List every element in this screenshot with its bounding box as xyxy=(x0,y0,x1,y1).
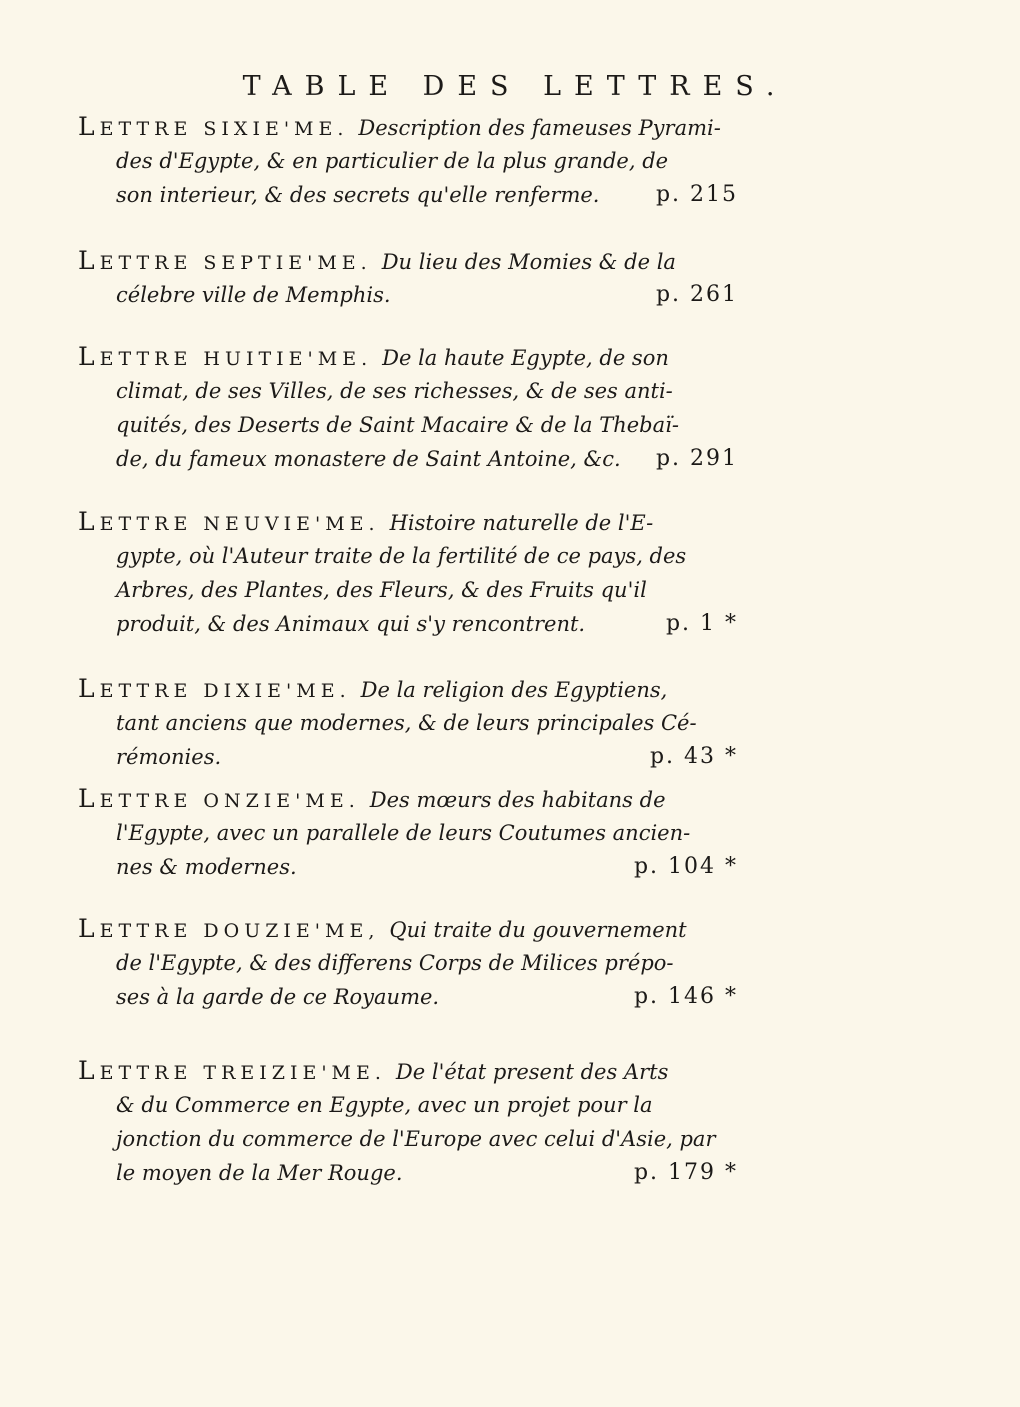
entry-line xyxy=(78,672,738,706)
letter-entry xyxy=(78,340,738,476)
description-text: & du Commerce en Egypte, avec un projet pour la xyxy=(116,1093,653,1117)
description-text: Histoire naturelle de l'E- xyxy=(389,511,654,535)
description-text: de l'Egypte, & des differens Corps de Milices prépo- xyxy=(116,951,674,975)
letter-entry xyxy=(78,912,738,1014)
letter-heading xyxy=(78,246,372,275)
entry-line xyxy=(78,740,738,774)
entry-line xyxy=(78,178,738,212)
heading-rest: ETTRE DOUZIE'ME, xyxy=(99,920,380,942)
description-text: Arbres, des Plantes, des Fleurs, & des Fruits qu'il xyxy=(116,578,647,602)
description-text: Du lieu des Momies & de la xyxy=(381,250,676,274)
entry-line xyxy=(78,706,738,740)
entry-line xyxy=(78,278,738,312)
letter-heading xyxy=(78,784,360,813)
description-text: son interieur, & des secrets qu'elle renferme. xyxy=(116,183,600,207)
description-text: Des mœurs des habitans de xyxy=(369,788,666,812)
heading-rest: ETTRE ONZIE'ME. xyxy=(99,790,360,812)
description-text: produit, & des Animaux qui s'y rencontrent. xyxy=(116,612,586,636)
letter-entry xyxy=(78,244,738,312)
heading-initial: L xyxy=(78,784,100,813)
entry-line xyxy=(78,946,738,980)
heading-initial: L xyxy=(78,914,100,943)
entry-line xyxy=(78,110,738,144)
page-reference: p. 291 xyxy=(655,446,738,471)
letter-entry xyxy=(78,110,738,212)
entry-line xyxy=(78,1054,738,1088)
letter-entry xyxy=(78,1054,738,1190)
entry-line xyxy=(78,442,738,476)
page-reference: p. 261 xyxy=(655,282,738,307)
entry-line xyxy=(78,573,738,607)
description-text: tant anciens que modernes, & de leurs principales Cé- xyxy=(116,711,697,735)
page-reference: p. 43 * xyxy=(649,744,738,769)
entry-line xyxy=(78,539,738,573)
description-text: des d'Egypte, & en particulier de la plus grande, de xyxy=(116,149,669,173)
description-text: Description des fameuses Pyrami- xyxy=(358,116,721,140)
entry-line xyxy=(78,816,738,850)
description-text: De la haute Egypte, de son xyxy=(382,346,669,370)
heading-initial: L xyxy=(78,112,100,141)
page-reference: p. 215 xyxy=(655,182,738,207)
entry-line xyxy=(78,980,738,1014)
page-reference: p. 1 * xyxy=(665,611,738,636)
description-text: jonction du commerce de l'Europe avec celui d'Asie, par xyxy=(116,1127,716,1151)
entry-line xyxy=(78,340,738,374)
entry-line xyxy=(78,850,738,884)
heading-initial: L xyxy=(78,246,100,275)
heading-rest: ETTRE SEPTIE'ME. xyxy=(99,252,372,274)
description-text: nes & modernes. xyxy=(116,855,297,879)
page-reference: p. 146 * xyxy=(633,984,738,1009)
letter-entry xyxy=(78,782,738,884)
page-reference: p. 179 * xyxy=(633,1160,738,1185)
entry-line xyxy=(78,374,738,408)
page-reference: p. 104 * xyxy=(633,854,738,879)
description-text: De la religion des Egyptiens, xyxy=(360,678,668,702)
heading-rest: ETTRE HUITIE'ME. xyxy=(99,348,373,370)
letter-entry xyxy=(78,672,738,774)
page-title: TABLE DES LETTRES. xyxy=(242,71,788,102)
entry-line xyxy=(78,607,738,641)
description-text: le moyen de la Mer Rouge. xyxy=(116,1161,403,1185)
description-text: rémonies. xyxy=(116,745,222,769)
letter-heading xyxy=(78,1056,386,1085)
heading-initial: L xyxy=(78,674,100,703)
entry-line xyxy=(78,1156,738,1190)
letter-heading xyxy=(78,342,373,371)
heading-rest: ETTRE SIXIE'ME. xyxy=(99,118,349,140)
letter-heading xyxy=(78,507,380,536)
entry-line xyxy=(78,505,738,539)
heading-initial: L xyxy=(78,507,100,536)
letter-entry xyxy=(78,505,738,641)
description-text: climat, de ses Villes, de ses richesses, & de ses anti- xyxy=(116,379,673,403)
heading-initial: L xyxy=(78,342,100,371)
description-text: de, du fameux monastere de Saint Antoine, &c. xyxy=(116,447,621,471)
letter-heading xyxy=(78,112,349,141)
entry-line xyxy=(78,912,738,946)
entry-line xyxy=(78,1088,738,1122)
description-text: ses à la garde de ce Royaume. xyxy=(116,985,440,1009)
description-text: De l'état present des Arts xyxy=(395,1060,669,1084)
description-text: gypte, où l'Auteur traite de la fertilité de ce pays, des xyxy=(116,544,687,568)
heading-rest: ETTRE DIXIE'ME. xyxy=(99,680,351,702)
heading-rest: ETTRE NEUVIE'ME. xyxy=(99,513,380,535)
letter-heading xyxy=(78,674,351,703)
entry-line xyxy=(78,144,738,178)
description-text: quités, des Deserts de Saint Macaire & de la Thebaï- xyxy=(116,413,679,437)
description-text: Qui traite du gouvernement xyxy=(389,918,687,942)
entry-line xyxy=(78,782,738,816)
entry-line xyxy=(78,408,738,442)
letter-heading xyxy=(78,914,380,943)
heading-rest: ETTRE TREIZIE'ME. xyxy=(99,1062,386,1084)
entry-line xyxy=(78,244,738,278)
heading-initial: L xyxy=(78,1056,100,1085)
entry-line xyxy=(78,1122,738,1156)
description-text: l'Egypte, avec un parallele de leurs Coutumes ancien- xyxy=(116,821,691,845)
description-text: célebre ville de Memphis. xyxy=(116,283,391,307)
